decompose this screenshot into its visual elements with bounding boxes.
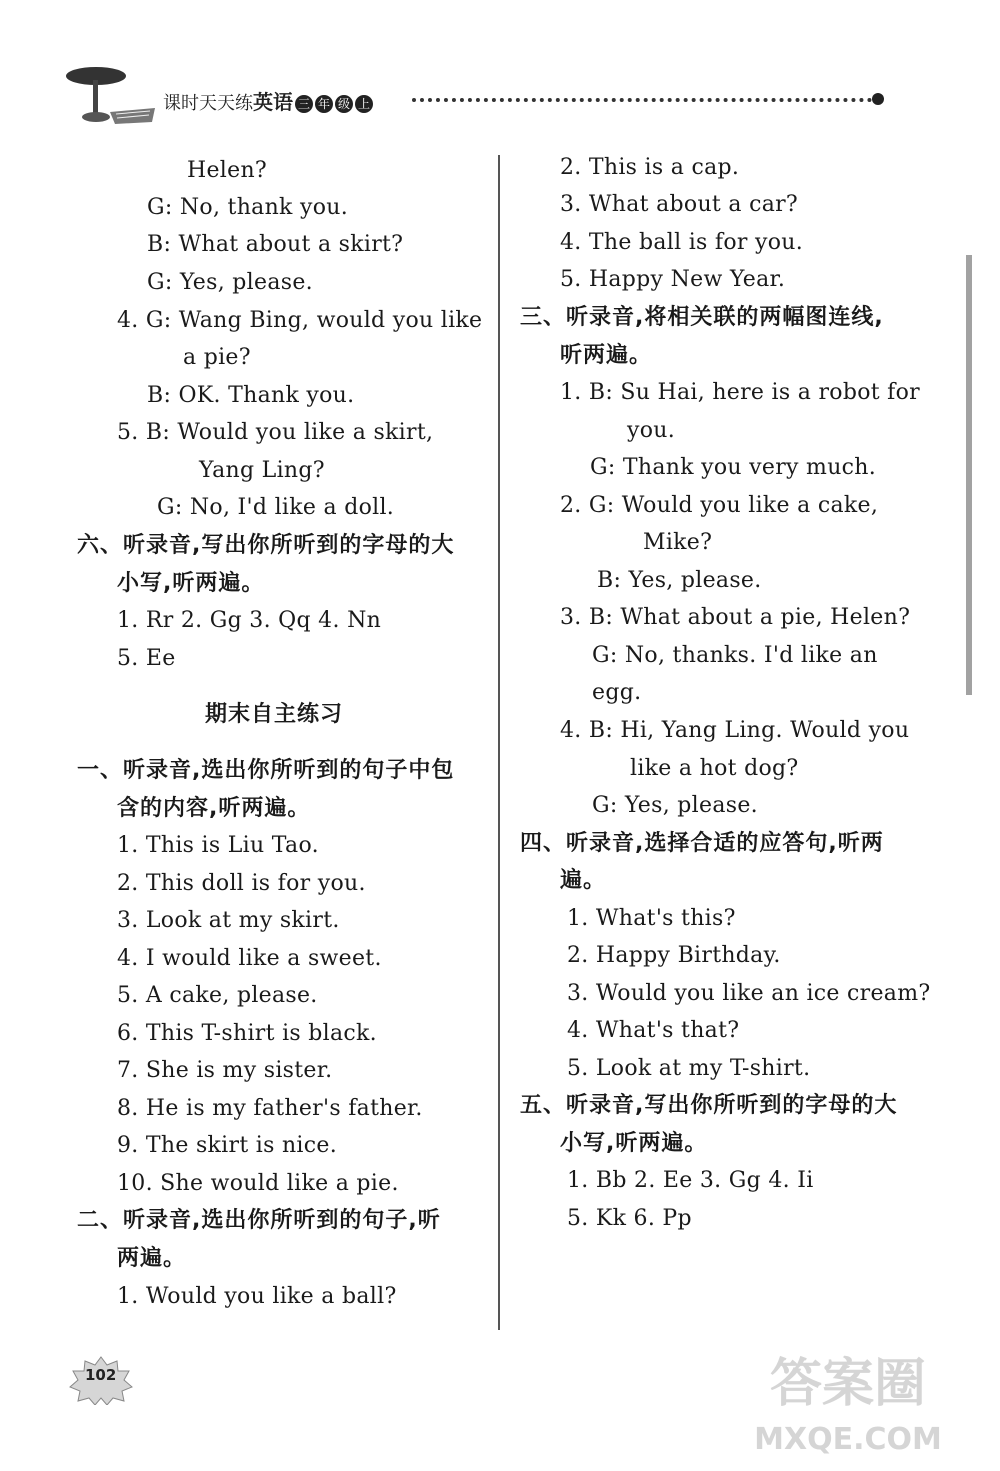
text-line: 3. Would you like an ice cream? (567, 981, 931, 1006)
question-heading: 小写,听两遍。 (560, 1131, 708, 1156)
text-line: 6. This T-shirt is black. (117, 1021, 377, 1046)
text-line: 5. Kk 6. Pp (567, 1206, 692, 1231)
text-line: Yang Ling? (199, 458, 325, 483)
title-subject: 英语 (253, 90, 293, 114)
text-line: 1. Bb 2. Ee 3. Gg 4. Ii (567, 1168, 814, 1193)
text-line: 1. Rr 2. Gg 3. Qq 4. Nn (117, 608, 382, 633)
question-heading: 小写,听两遍。 (117, 571, 265, 596)
text-line: a pie? (183, 345, 251, 370)
watermark-bottom-text: MXQE.COM (754, 1422, 942, 1457)
question-heading: 三、听录音,将相关联的两幅图连线, (520, 305, 884, 330)
text-line: G: No, thanks. I'd like an (592, 643, 878, 668)
text-line: 5. Happy New Year. (560, 267, 786, 292)
text-line: 2. G: Would you like a cake, (560, 493, 879, 518)
question-heading: 六、听录音,写出你所听到的字母的大 (77, 533, 455, 558)
text-line: 8. He is my father's father. (117, 1096, 423, 1121)
question-heading: 五、听录音,写出你所听到的字母的大 (520, 1093, 898, 1118)
question-heading: 一、听录音,选出你所听到的句子中包 (77, 758, 455, 783)
grade-char-1: 三 (295, 95, 313, 113)
text-line: 3. What about a car? (560, 192, 799, 217)
text-line: G: Thank you very much. (590, 455, 877, 480)
book-title (163, 86, 373, 115)
text-line: you. (627, 418, 676, 443)
text-line: 4. B: Hi, Yang Ling. Would you (560, 718, 910, 743)
question-heading: 四、听录音,选择合适的应答句,听两 (520, 831, 884, 856)
header-rule-end-dot (872, 93, 884, 105)
text-line: 5. Ee (117, 646, 176, 671)
text-line: 4. I would like a sweet. (117, 946, 382, 971)
text-line: B: OK. Thank you. (147, 383, 355, 408)
section-title: 期末自主练习 (205, 702, 344, 727)
text-line: 2. This is a cap. (560, 155, 740, 180)
text-line: 5. A cake, please. (117, 983, 318, 1008)
text-line: G: Yes, please. (147, 270, 313, 295)
question-heading: 含的内容,听两遍。 (117, 796, 311, 821)
text-line: 1. What's this? (567, 906, 736, 931)
question-heading: 两遍。 (117, 1246, 187, 1271)
text-line: B: Yes, please. (597, 568, 762, 593)
page-header (60, 62, 900, 132)
text-line: 1. This is Liu Tao. (117, 833, 319, 858)
site-watermark (718, 1341, 978, 1461)
text-line: 4. The ball is for you. (560, 230, 804, 255)
desk-lamp-icon (60, 62, 160, 132)
grade-char-4: 上 (355, 95, 373, 113)
question-heading: 遍。 (560, 868, 607, 893)
text-line: 2. Happy Birthday. (567, 943, 781, 968)
header-dotted-rule (412, 98, 880, 102)
text-line: like a hot dog? (630, 756, 799, 781)
watermark-top-text: 答案圈 (769, 1354, 927, 1414)
text-line: 4. What's that? (567, 1018, 740, 1043)
text-line: 5. Look at my T-shirt. (567, 1056, 811, 1081)
text-line: 4. G: Wang Bing, would you like (117, 308, 483, 333)
page-number: 102 (85, 1366, 117, 1384)
text-line: 5. B: Would you like a skirt, (117, 420, 434, 445)
text-line: Helen? (187, 158, 268, 183)
text-line: 7. She is my sister. (117, 1058, 333, 1083)
text-line: G: No, I'd like a doll. (157, 495, 395, 520)
title-prefix: 课时天天练 (163, 93, 253, 114)
text-line: Mike? (643, 530, 713, 555)
binding-margin-mark (966, 255, 972, 695)
text-line: B: What about a skirt? (147, 232, 404, 257)
question-heading: 听两遍。 (560, 343, 653, 368)
text-line: 3. Look at my skirt. (117, 908, 340, 933)
text-line: 10. She would like a pie. (117, 1171, 399, 1196)
grade-char-2: 年 (315, 95, 333, 113)
text-line: 1. B: Su Hai, here is a robot for (560, 380, 920, 405)
text-line: 2. This doll is for you. (117, 871, 366, 896)
text-line: 3. B: What about a pie, Helen? (560, 605, 911, 630)
text-line: 9. The skirt is nice. (117, 1133, 338, 1158)
text-line: 1. Would you like a ball? (117, 1284, 397, 1309)
text-line: G: Yes, please. (592, 793, 758, 818)
grade-char-3: 级 (335, 95, 353, 113)
column-divider (498, 155, 500, 1330)
text-line: egg. (592, 680, 642, 705)
text-line: G: No, thank you. (147, 195, 349, 220)
question-heading: 二、听录音,选出你所听到的句子,听 (77, 1208, 441, 1233)
